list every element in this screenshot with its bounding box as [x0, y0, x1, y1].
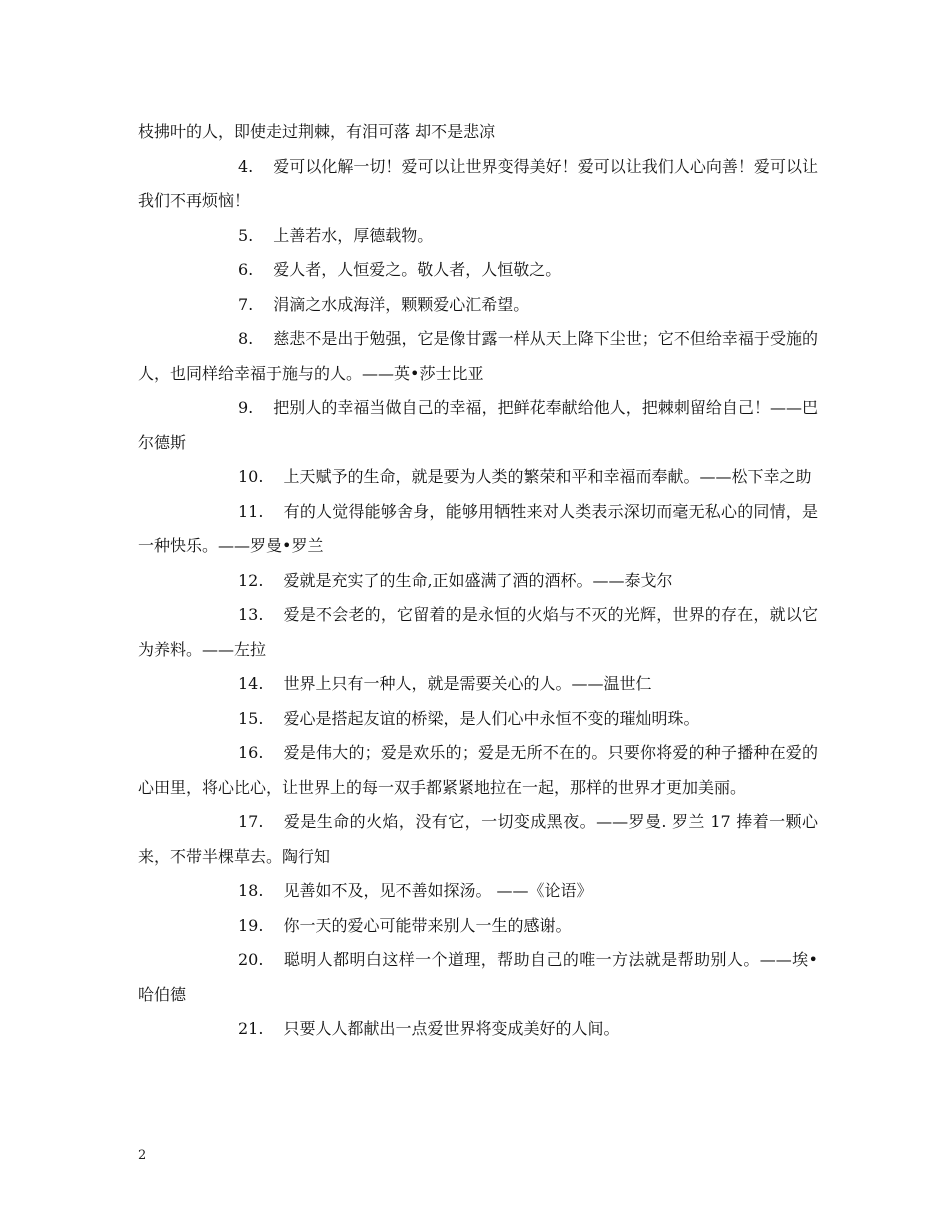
quote-item: [138, 667, 818, 702]
quote-text: 爱是不会老的，它留着的是永恒的火焰与不灭的光辉，世界的存在，就以它为养料。——左拉: [138, 605, 818, 659]
body-text: [138, 115, 818, 1047]
quote-item: [138, 391, 818, 460]
quote-text: 有的人觉得能够舍身，能够用牺牲来对人类表示深切而毫无私心的同情，是一种快乐。——罗曼•罗兰: [138, 501, 818, 555]
quote-text: 聪明人都明白这样一个道理，帮助自己的唯一方法就是帮助别人。——埃•哈伯德: [138, 950, 818, 1004]
quote-item: [138, 943, 818, 1012]
quote-item: [138, 909, 818, 944]
quote-text: 爱是伟大的；爱是欢乐的；爱是无所不在的。只要你将爱的种子播种在爱的心田里，将心比心，让世界上的每一双手都紧紧地拉在一起，那样的世界才更加美丽。: [138, 743, 818, 797]
quote-number: 15.: [238, 708, 264, 728]
quote-item: [138, 874, 818, 909]
quote-number: 18.: [238, 881, 264, 900]
quote-text: 见善如不及，见不善如探汤。 ——《论语》: [283, 881, 593, 900]
quote-text: 爱就是充实了的生命,正如盛满了酒的酒杯。——泰戈尔: [283, 570, 673, 590]
quote-number: 4.: [238, 156, 254, 176]
quote-item: [138, 1012, 818, 1047]
quote-item: [138, 150, 818, 219]
quote-item: [138, 564, 818, 599]
quote-number: 6.: [238, 260, 254, 279]
quote-list: [138, 150, 818, 1047]
quote-number: 16.: [238, 743, 264, 762]
quote-text: 爱是生命的火焰，没有它，一切变成黑夜。——罗曼. 罗兰 17 捧着一颗心来，不带半棵草去。陶行知: [138, 812, 818, 866]
quote-text: 慈悲不是出于勉强，它是像甘露一样从天上降下尘世；它不但给幸福于受施的人，也同样给幸福于施与的人。——英•莎士比亚: [138, 329, 818, 383]
quote-number: 21.: [238, 1019, 264, 1038]
quote-item: [138, 322, 818, 391]
page-number: 2: [138, 1148, 147, 1163]
quote-text: 涓滴之水成海洋，颗颗爱心汇希望。: [273, 294, 530, 314]
quote-item: [138, 736, 818, 805]
quote-number: 10.: [238, 467, 264, 486]
quote-number: 17.: [238, 812, 264, 831]
continuation-paragraph: 枝拂叶的人，即使走过荆棘，有泪可落 却不是悲凉: [138, 122, 496, 141]
quote-number: 7.: [238, 294, 254, 314]
quote-item: [138, 253, 818, 288]
quote-text: 你一天的爱心可能带来别人一生的感谢。: [283, 915, 572, 935]
quote-text: 世界上只有一种人，就是需要关心的人。——温世仁: [283, 674, 652, 693]
quote-number: 9.: [238, 398, 254, 417]
quote-number: 14.: [238, 674, 264, 693]
quote-text: 把别人的幸福当做自己的幸福，把鲜花奉献给他人，把棘刺留给自己！——巴尔德斯: [138, 398, 818, 452]
quote-text: 爱可以化解一切！爱可以让世界变得美好！爱可以让我们人心向善！爱可以让我们不再烦恼！: [138, 156, 818, 210]
quote-text: 只要人人都献出一点爱世界将变成美好的人间。: [283, 1019, 620, 1038]
quote-number: 19.: [238, 915, 264, 935]
quote-number: 20.: [238, 950, 264, 969]
quote-item: [138, 495, 818, 564]
quote-item: [138, 598, 818, 667]
quote-text: 爱人者，人恒爱之。敬人者，人恒敬之。: [273, 260, 562, 279]
quote-item: [138, 288, 818, 323]
quote-number: 12.: [238, 570, 264, 590]
quote-text: 爱心是搭起友谊的桥梁，是人们心中永恒不变的璀灿明珠。: [283, 708, 700, 728]
quote-number: 11.: [238, 501, 264, 521]
quote-number: 13.: [238, 605, 264, 624]
quote-text: 上善若水，厚德载物。: [273, 225, 434, 245]
quote-number: 5.: [238, 225, 254, 245]
quote-item: [138, 702, 818, 737]
quote-item: [138, 219, 818, 254]
quote-text: 上天赋予的生命，就是要为人类的繁荣和平和幸福而奉献。——松下幸之助: [283, 467, 812, 486]
quote-item: [138, 805, 818, 874]
quote-number: 8.: [238, 329, 254, 348]
quote-item: [138, 460, 818, 495]
